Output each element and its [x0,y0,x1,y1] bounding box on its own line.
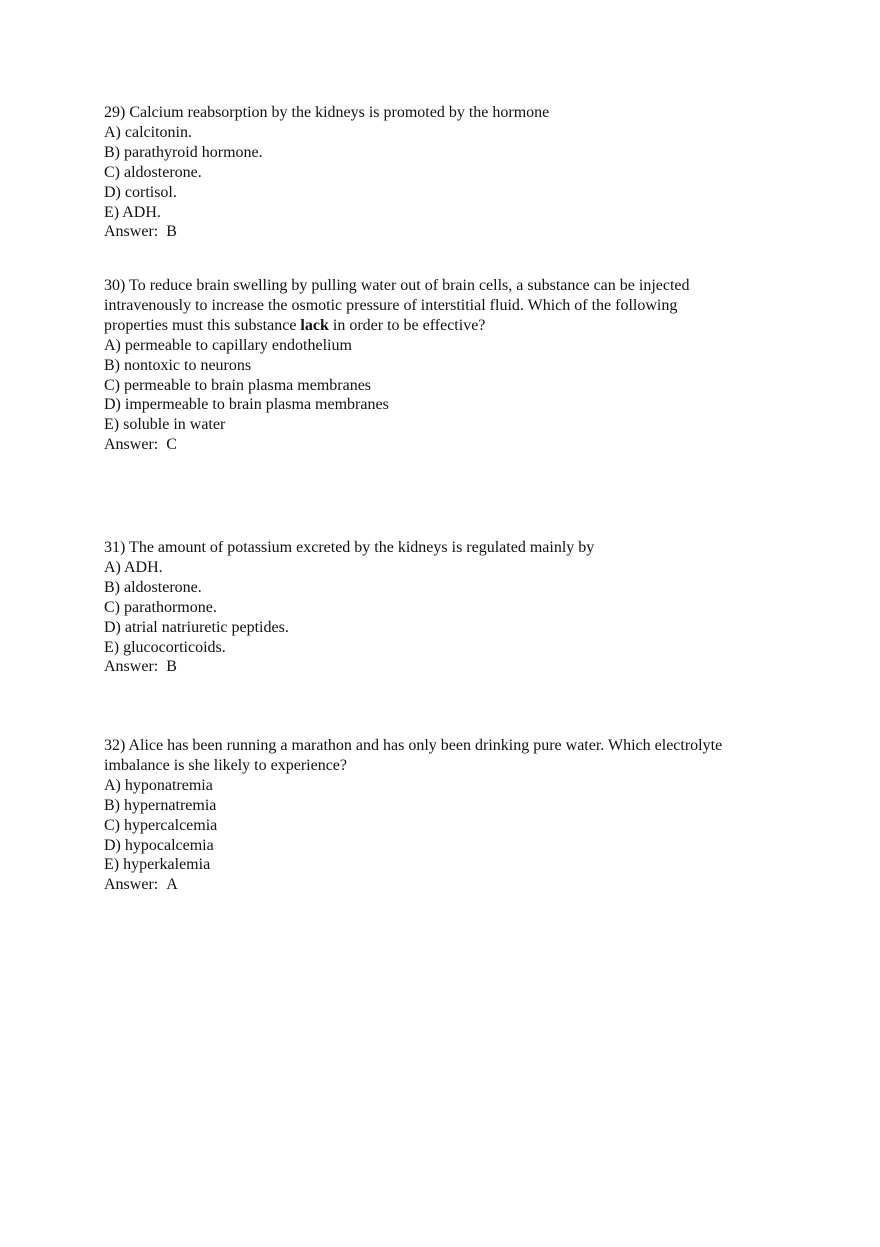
option-c: C) hypercalcemia [104,816,218,834]
option-e: E) ADH. [104,203,161,221]
answer-value: C [166,436,177,454]
option-c: C) parathormone. [104,598,217,616]
answer-line [104,657,784,677]
stem-text-before: properties must this substance [104,316,301,334]
option-c: C) aldosterone. [104,163,202,181]
answer-value: A [166,876,178,894]
answer-label: Answer: [104,223,159,241]
option-a: A) calcitonin. [104,123,192,141]
option-d: D) cortisol. [104,183,177,201]
option-e: E) hyperkalemia [104,856,211,874]
question-stem-line-1: 30) To reduce brain swelling by pulling water out of brain cells, a substance can be injected [104,277,690,294]
question-30 [104,276,784,455]
option-a: A) ADH. [104,558,163,576]
answer-line [104,435,784,455]
answer-value: B [166,658,177,676]
option-b: B) nontoxic to neurons [104,356,252,374]
option-b: B) parathyroid hormone. [104,143,263,161]
question-31 [104,538,784,677]
question-stem: 29) Calcium reabsorption by the kidneys is promoted by the hormone [104,104,550,121]
question-stem-line-3 [104,316,784,336]
answer-value: B [166,223,177,241]
answer-label: Answer: [104,876,159,894]
option-e: E) soluble in water [104,416,226,434]
question-32 [104,736,784,895]
option-a: A) permeable to capillary endothelium [104,336,352,354]
option-b: B) hypernatremia [104,796,217,814]
option-e: E) glucocorticoids. [104,638,226,656]
stem-emphasis-lack: lack [300,316,329,334]
answer-line [104,875,784,895]
question-stem-line-2: imbalance is she likely to experience? [104,756,348,774]
option-d: D) hypocalcemia [104,836,214,854]
question-29 [104,103,784,242]
option-a: A) hyponatremia [104,776,213,794]
question-stem: 31) The amount of potassium excreted by the kidneys is regulated mainly by [104,539,595,556]
answer-label: Answer: [104,436,159,454]
question-stem-line-2: intravenously to increase the osmotic pressure of interstitial fluid. Which of the following [104,296,678,314]
option-c: C) permeable to brain plasma membranes [104,376,372,394]
stem-text-after: in order to be effective? [328,316,486,334]
option-d: D) impermeable to brain plasma membranes [104,396,389,414]
question-stem-line-1: 32) Alice has been running a marathon and has only been drinking pure water. Which electrolyte [104,737,723,754]
option-b: B) aldosterone. [104,578,202,596]
answer-line [104,222,784,242]
option-d: D) atrial natriuretic peptides. [104,618,289,636]
answer-label: Answer: [104,658,159,676]
